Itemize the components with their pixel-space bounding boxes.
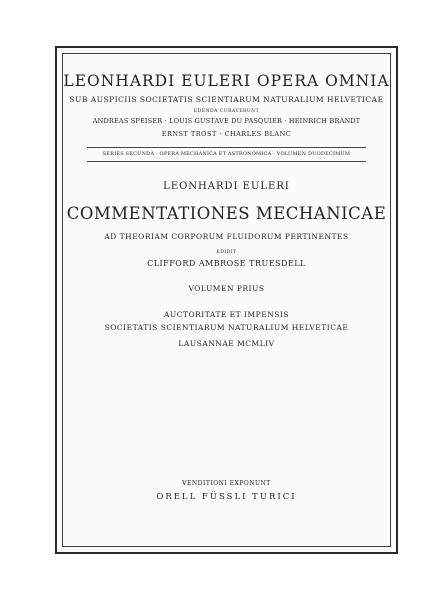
publisher-name: ORELL FÜSSLI TURICI bbox=[156, 492, 297, 502]
volume-label: VOLUMEN PRIUS bbox=[188, 284, 265, 293]
venditioni-line: VENDITIONI EXPONUNT bbox=[182, 480, 271, 487]
editor-name: CLIFFORD AMBROSE TRUESDELL bbox=[147, 259, 306, 268]
book-cover bbox=[55, 46, 398, 554]
edenda-curaverunt: EDENDA CURAVERUNT bbox=[193, 109, 260, 114]
cover-inner-frame bbox=[62, 53, 391, 547]
auspices-line: SUB AUSPICIIS SOCIETATIS SCIENTIARUM NATURALIUM HELVETICAE bbox=[69, 95, 384, 104]
series-title: LEONHARDI EULERI OPERA OMNIA bbox=[63, 72, 390, 90]
subtitle: AD THEORIAM CORPORUM FLUIDORUM PERTINENTES bbox=[104, 232, 349, 241]
series-info: SERIES SECUNDA · OPERA MECHANICA ET ASTRONOMICA · VOLUMEN DUODECIMUM bbox=[102, 151, 351, 157]
middle-divider bbox=[87, 161, 366, 162]
societatis-line: SOCIETATIS SCIENTIARUM NATURALIUM HELVETICAE bbox=[104, 323, 349, 332]
editors-line-2: ERNST TROST · CHARLES BLANC bbox=[161, 130, 292, 138]
auctoritate-line: AUCTORITATE ET IMPENSIS bbox=[163, 310, 290, 319]
author-name: LEONHARDI EULERI bbox=[163, 181, 290, 192]
place-year: LAUSANNAE MCMLIV bbox=[178, 339, 275, 348]
top-divider bbox=[87, 147, 366, 148]
main-title: COMMENTATIONES MECHANICAE bbox=[66, 204, 387, 223]
edidit-label: EDIDIT bbox=[216, 250, 237, 255]
editors-line-1: ANDREAS SPEISER · LOUIS GUSTAVE DU PASQUIER · HEINRICH BRANDT bbox=[92, 117, 361, 125]
